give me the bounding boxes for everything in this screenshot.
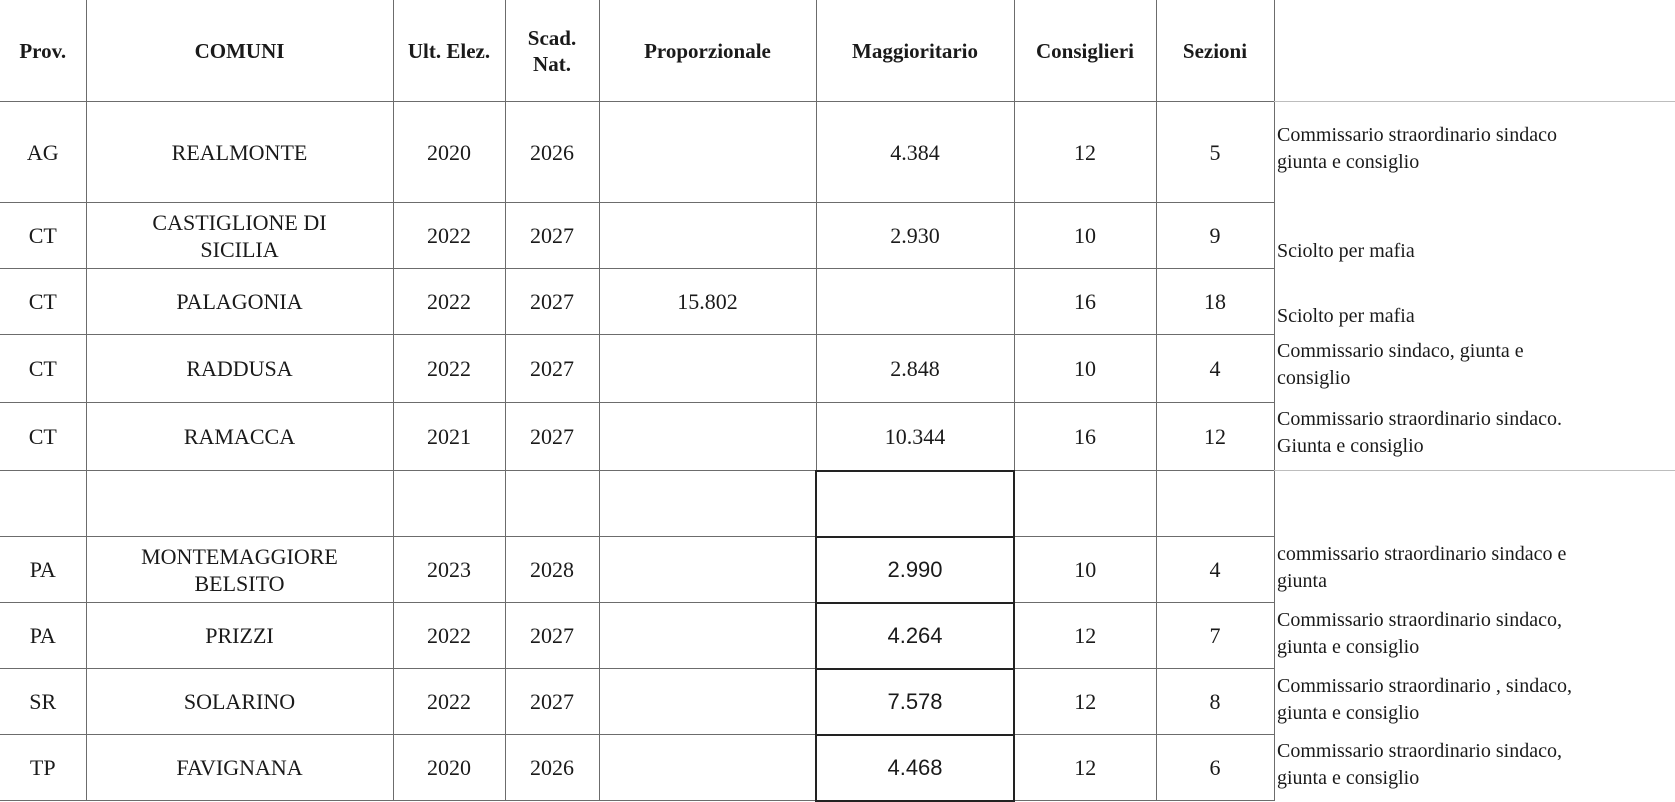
note-line1: Commissario straordinario sindaco. <box>1277 408 1562 430</box>
notes-divider <box>1274 101 1675 102</box>
cell-proporzionale <box>599 537 816 603</box>
cell-scad-nat: 2027 <box>505 403 599 471</box>
comune-line1: PRIZZI <box>205 623 274 648</box>
comune-line2: SICILIA <box>200 236 279 262</box>
cell-proporzionale: 15.802 <box>599 269 816 335</box>
table-row <box>0 537 1274 603</box>
note-ramacca <box>1277 406 1672 460</box>
cell-prov <box>0 471 86 537</box>
cell-proporzionale <box>599 669 816 735</box>
cell-scad-nat <box>505 471 599 537</box>
cell-prov: AG <box>0 102 86 203</box>
table-row-empty <box>0 471 1274 537</box>
cell-prov: CT <box>0 269 86 335</box>
cell-consiglieri: 12 <box>1014 603 1156 669</box>
cell-comune <box>86 603 393 669</box>
note-line2: giunta e consiglio <box>1277 767 1420 789</box>
note-line2: giunta e consiglio <box>1277 151 1420 173</box>
cell-comune <box>86 471 393 537</box>
cell-proporzionale <box>599 735 816 801</box>
cell-consiglieri: 10 <box>1014 335 1156 403</box>
cell-sezioni: 6 <box>1156 735 1274 801</box>
cell-maggioritario: 4.264 <box>816 603 1014 669</box>
cell-comune <box>86 203 393 269</box>
header-ult-elez: Ult. Elez. <box>393 0 505 102</box>
note-line1: commissario straordinario sindaco e <box>1277 543 1567 565</box>
cell-prov: TP <box>0 735 86 801</box>
header-consiglieri: Consiglieri <box>1014 0 1156 102</box>
cell-scad-nat: 2027 <box>505 603 599 669</box>
note-castiglione <box>1277 238 1672 265</box>
cell-comune <box>86 735 393 801</box>
note-line1: Commissario straordinario sindaco <box>1277 124 1557 146</box>
table-row <box>0 203 1274 269</box>
table-row <box>0 403 1274 471</box>
note-favignana <box>1277 738 1672 792</box>
cell-proporzionale <box>599 203 816 269</box>
cell-sezioni <box>1156 471 1274 537</box>
note-line2: giunta e consiglio <box>1277 702 1420 724</box>
cell-consiglieri: 12 <box>1014 669 1156 735</box>
cell-sezioni: 4 <box>1156 335 1274 403</box>
header-sezioni: Sezioni <box>1156 0 1274 102</box>
comune-line1: RAMACCA <box>183 424 296 449</box>
cell-maggioritario: 10.344 <box>816 403 1014 471</box>
note-prizzi <box>1277 607 1672 661</box>
note-line2: giunta e consiglio <box>1277 636 1420 658</box>
cell-prov: SR <box>0 669 86 735</box>
cell-ult-elez: 2022 <box>393 603 505 669</box>
cell-sezioni: 5 <box>1156 102 1274 203</box>
cell-scad-nat: 2026 <box>505 735 599 801</box>
cell-sezioni: 18 <box>1156 269 1274 335</box>
cell-ult-elez: 2020 <box>393 102 505 203</box>
cell-comune <box>86 669 393 735</box>
cell-scad-nat: 2028 <box>505 537 599 603</box>
comune-line1: FAVIGNANA <box>176 755 303 780</box>
cell-consiglieri: 10 <box>1014 203 1156 269</box>
cell-scad-nat: 2026 <box>505 102 599 203</box>
note-line1: Commissario straordinario sindaco, <box>1277 609 1562 631</box>
table-row <box>0 102 1274 203</box>
header-scad-nat-line2: Nat. <box>533 51 571 76</box>
note-raddusa <box>1277 338 1672 392</box>
note-line1: Commissario sindaco, giunta e <box>1277 340 1524 362</box>
cell-maggioritario: 2.930 <box>816 203 1014 269</box>
cell-proporzionale <box>599 603 816 669</box>
cell-prov: CT <box>0 203 86 269</box>
note-line1: Sciolto per mafia <box>1277 240 1415 262</box>
cell-ult-elez: 2022 <box>393 269 505 335</box>
cell-consiglieri: 12 <box>1014 102 1156 203</box>
notes-divider <box>1274 470 1675 471</box>
cell-sezioni: 9 <box>1156 203 1274 269</box>
table-row <box>0 669 1274 735</box>
cell-maggioritario <box>816 471 1014 537</box>
cell-consiglieri <box>1014 471 1156 537</box>
header-proporzionale: Proporzionale <box>599 0 816 102</box>
notes-column <box>1277 0 1675 800</box>
cell-prov: PA <box>0 603 86 669</box>
comune-line1: REALMONTE <box>171 139 308 165</box>
cell-proporzionale <box>599 102 816 203</box>
cell-maggioritario: 4.384 <box>816 102 1014 203</box>
cell-maggioritario <box>816 269 1014 335</box>
note-line1: Commissario straordinario sindaco, <box>1277 740 1562 762</box>
cell-maggioritario: 4.468 <box>816 735 1014 801</box>
cell-sezioni: 12 <box>1156 403 1274 471</box>
cell-sezioni: 8 <box>1156 669 1274 735</box>
cell-prov: PA <box>0 537 86 603</box>
cell-comune <box>86 403 393 471</box>
cell-scad-nat: 2027 <box>505 335 599 403</box>
cell-comune <box>86 269 393 335</box>
table-row <box>0 735 1274 801</box>
comune-line1: PALAGONIA <box>176 289 303 314</box>
note-line2: Giunta e consiglio <box>1277 435 1424 457</box>
cell-comune <box>86 102 393 203</box>
cell-consiglieri: 16 <box>1014 403 1156 471</box>
comune-line1: MONTEMAGGIORE <box>141 543 338 569</box>
note-line1: Commissario straordinario , sindaco, <box>1277 675 1572 697</box>
cell-scad-nat: 2027 <box>505 269 599 335</box>
cell-ult-elez: 2020 <box>393 735 505 801</box>
note-line1: Sciolto per mafia <box>1277 305 1415 327</box>
cell-ult-elez: 2022 <box>393 669 505 735</box>
cell-ult-elez: 2022 <box>393 203 505 269</box>
note-palagonia <box>1277 303 1672 330</box>
cell-prov: CT <box>0 403 86 471</box>
cell-scad-nat: 2027 <box>505 203 599 269</box>
comune-line2: BELSITO <box>194 570 285 596</box>
cell-ult-elez <box>393 471 505 537</box>
cell-consiglieri: 16 <box>1014 269 1156 335</box>
header-maggioritario: Maggioritario <box>816 0 1014 102</box>
cell-proporzionale <box>599 403 816 471</box>
cell-ult-elez: 2023 <box>393 537 505 603</box>
table-row <box>0 603 1274 669</box>
cell-consiglieri: 12 <box>1014 735 1156 801</box>
comune-line1: RADDUSA <box>186 356 293 381</box>
comune-line1: CASTIGLIONE DI <box>152 209 327 235</box>
table-row <box>0 335 1274 403</box>
header-scad-nat <box>505 0 599 102</box>
cell-comune <box>86 537 393 603</box>
table-header-row <box>0 0 1274 102</box>
cell-sezioni: 4 <box>1156 537 1274 603</box>
note-realmonte <box>1277 122 1672 176</box>
note-solarino <box>1277 673 1672 727</box>
cell-maggioritario: 2.990 <box>816 537 1014 603</box>
cell-comune <box>86 335 393 403</box>
cell-maggioritario: 2.848 <box>816 335 1014 403</box>
cell-scad-nat: 2027 <box>505 669 599 735</box>
comune-line1: SOLARINO <box>183 689 296 714</box>
cell-sezioni: 7 <box>1156 603 1274 669</box>
cell-maggioritario: 7.578 <box>816 669 1014 735</box>
cell-proporzionale <box>599 335 816 403</box>
header-prov: Prov. <box>0 0 86 102</box>
cell-consiglieri: 10 <box>1014 537 1156 603</box>
cell-prov: CT <box>0 335 86 403</box>
note-montemaggiore <box>1277 541 1672 595</box>
note-line2: giunta <box>1277 570 1327 592</box>
cell-proporzionale <box>599 471 816 537</box>
note-line2: consiglio <box>1277 367 1351 389</box>
cell-ult-elez: 2021 <box>393 403 505 471</box>
header-comuni: COMUNI <box>86 0 393 102</box>
header-scad-nat-line1: Scad. <box>527 25 577 50</box>
table-row <box>0 269 1274 335</box>
cell-ult-elez: 2022 <box>393 335 505 403</box>
